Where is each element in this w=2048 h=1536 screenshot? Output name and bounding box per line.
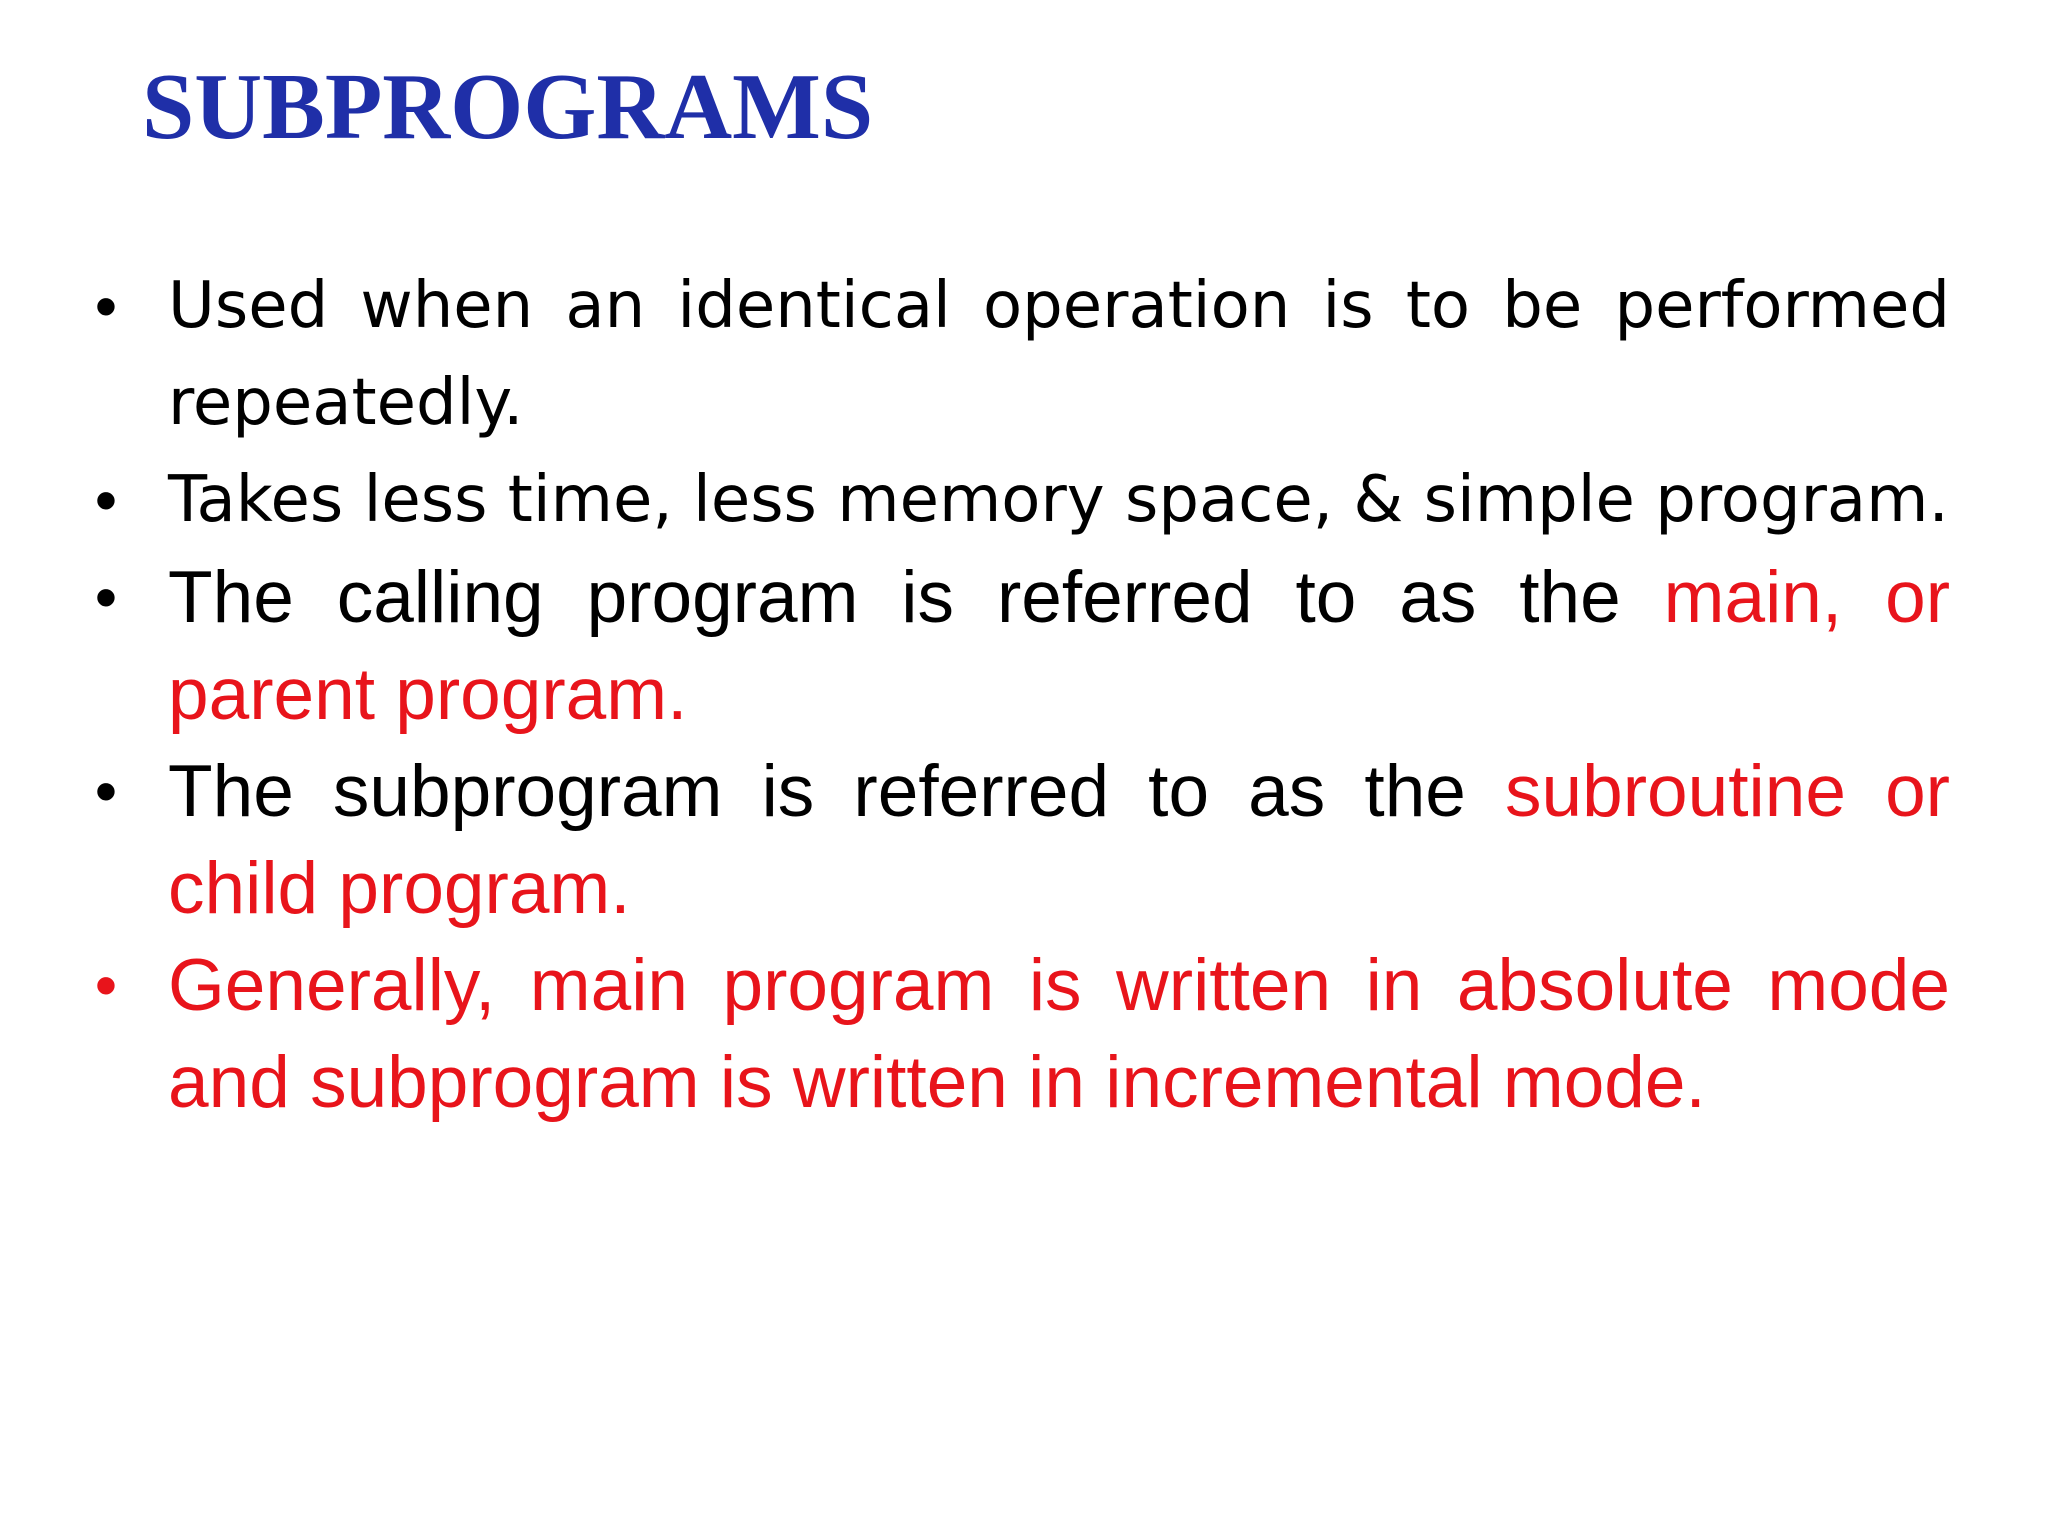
- bullet-highlight-text: main, or parent program.: [168, 557, 1951, 735]
- bullet-icon: •: [94, 464, 118, 536]
- bullet-item-4: [86, 743, 1950, 937]
- bullet-icon: •: [94, 270, 118, 342]
- bullet-text: Used when an identical operation is to be performed repeatedly.: [168, 269, 1950, 440]
- bullet-item-5: [86, 937, 1950, 1131]
- bullet-highlight-text: subroutine or child program.: [168, 751, 1950, 929]
- bullet-item-2: [86, 452, 1950, 549]
- bullet-item-3: [86, 549, 1950, 743]
- bullet-icon: •: [94, 949, 118, 1021]
- bullet-text: Generally, main program is written in absolute mode and subprogram is written in incremental mode.: [168, 945, 1950, 1123]
- bullet-item-1: [86, 258, 1950, 452]
- bullet-text: The subprogram is referred to as the: [168, 751, 1506, 832]
- bullet-text: The calling program is referred to as the: [168, 557, 1664, 638]
- bullet-list: [86, 258, 1950, 1131]
- bullet-icon: •: [94, 755, 118, 827]
- slide-title: SUBPROGRAMS: [142, 55, 874, 159]
- bullet-icon: •: [94, 561, 118, 633]
- bullet-text: Takes less time, less memory space, & simple program.: [168, 463, 1949, 537]
